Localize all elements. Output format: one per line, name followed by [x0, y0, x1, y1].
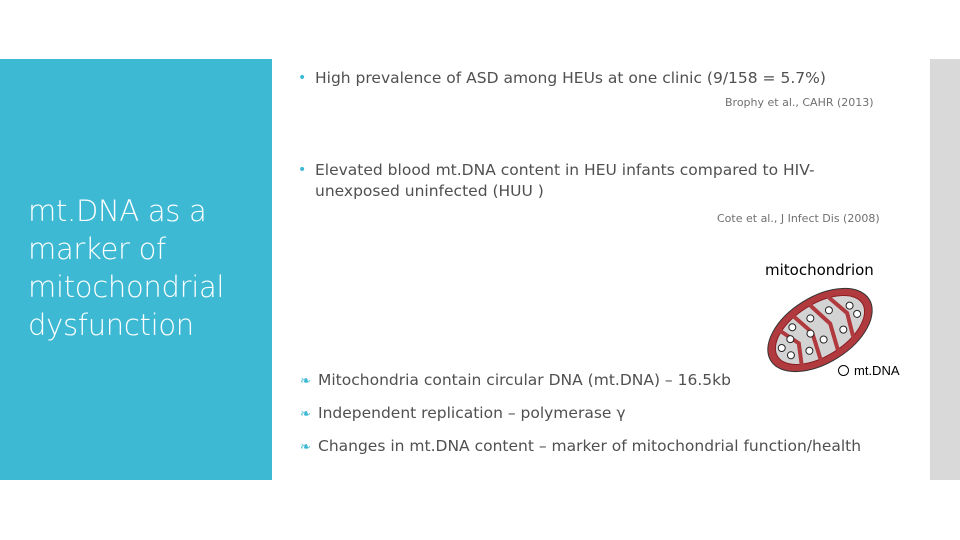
- title-line: dysfunction: [28, 308, 194, 342]
- bullet-text-line: unexposed uninfected (HUU ): [315, 182, 544, 200]
- sub-bullet-text: Independent replication – polymerase γ: [318, 404, 626, 422]
- slide-title: [28, 192, 268, 344]
- sub-bullet-text: Mitochondria contain circular DNA (mt.DNA) – 16.5kb: [318, 371, 731, 389]
- sub-bullet-circular-dna: [300, 370, 731, 392]
- sub-bullet-replication: [300, 403, 626, 425]
- bullet-mtdna-content: [298, 160, 875, 202]
- right-edge-bar: [930, 59, 960, 480]
- bullet-dot-icon: •: [298, 162, 307, 178]
- bullet-text: High prevalence of ASD among HEUs at one clinic (9/158 = 5.7%): [315, 69, 826, 87]
- chevron-bullet-icon: ❧: [300, 407, 311, 422]
- chevron-bullet-icon: ❧: [300, 440, 311, 455]
- title-line: marker of: [28, 232, 166, 266]
- bullet-asd-prevalence: [298, 68, 915, 89]
- title-line: mt.DNA as a: [28, 194, 207, 228]
- figure-legend: [838, 363, 900, 378]
- figure-label: mitochondrion: [765, 261, 874, 279]
- sub-bullet-content-marker: [300, 436, 861, 458]
- sub-bullet-text: Changes in mt.DNA content – marker of mitochondrial function/health: [318, 437, 862, 455]
- mtdna-circle-icon: [838, 365, 849, 376]
- citation-cote: Cote et al., J Infect Dis (2008): [717, 212, 880, 225]
- citation-brophy: Brophy et al., CAHR (2013): [725, 96, 874, 109]
- legend-label: mt.DNA: [854, 363, 900, 378]
- bullet-dot-icon: •: [298, 70, 307, 86]
- bullet-text-line: Elevated blood mt.DNA content in HEU infants compared to HIV-: [315, 161, 815, 179]
- title-line: mitochondrial: [28, 270, 225, 304]
- chevron-bullet-icon: ❧: [300, 374, 311, 389]
